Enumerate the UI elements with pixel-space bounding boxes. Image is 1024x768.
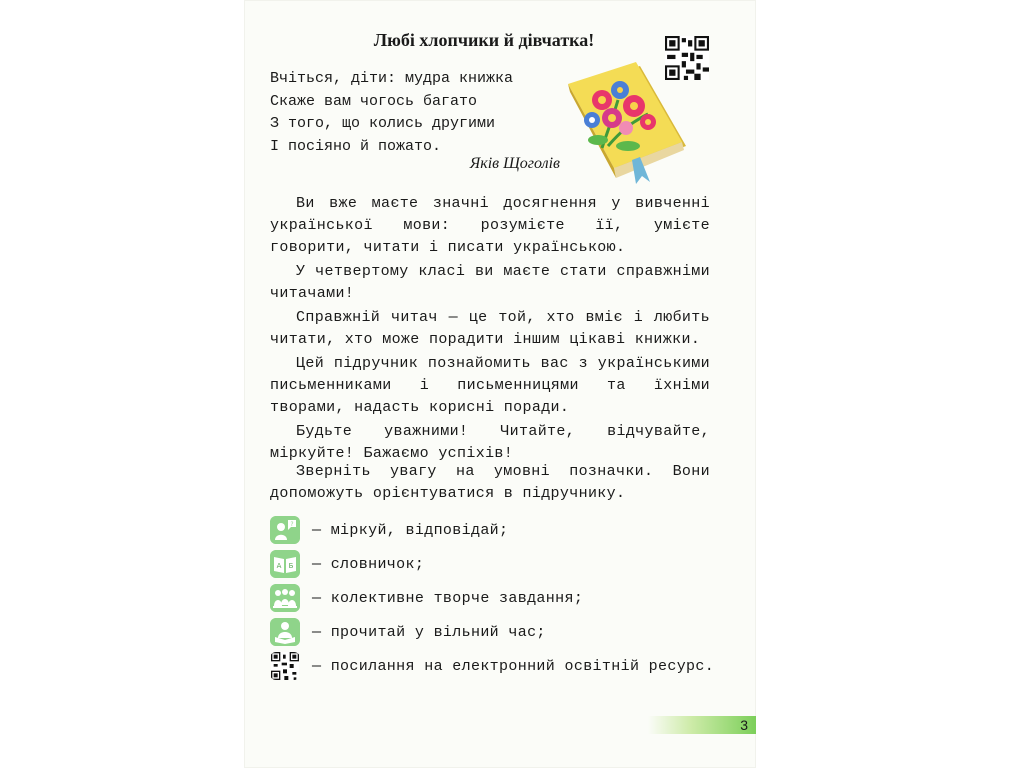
legend-text: — прочитай у вільний час; xyxy=(312,623,546,641)
paragraph: Будьте уважними! Читайте, відчувайте, міркуйте! Бажаємо успіхів! xyxy=(270,423,710,462)
legend-item-think xyxy=(270,514,730,546)
svg-text:А: А xyxy=(276,562,282,570)
legend-item-group xyxy=(270,582,730,614)
paragraph: У четвертому класі ви маєте стати справжніми читачами! xyxy=(270,263,710,302)
legend-text: — колективне творче завдання; xyxy=(312,589,584,607)
poem-author: Яків Щоголів xyxy=(469,155,560,172)
group-task-icon xyxy=(270,584,300,612)
poem-line: Вчіться, діти: мудра книжка xyxy=(270,70,514,87)
free-reading-icon xyxy=(270,618,300,646)
legend-text: — посилання на електронний освітній ресурс. xyxy=(312,657,715,675)
poem-line: З того, що колись другими xyxy=(270,115,496,132)
legend-item-qr xyxy=(270,650,730,682)
paragraph: Ви вже маєте значні досягнення у вивченні української мови: розумієте її, умієте говорити, читати і писати українською. xyxy=(270,195,710,256)
dictionary-icon xyxy=(270,550,300,578)
page-title: Любі хлопчики й дівчатка! xyxy=(373,30,595,50)
paragraph: Справжній читач — це той, хто вміє і любить читати, хто може порадити іншим цікаві книжки. xyxy=(270,309,710,348)
svg-text:?: ? xyxy=(290,521,294,528)
page-number: 3 xyxy=(740,717,748,733)
page-number-band xyxy=(648,716,756,734)
legend-text: — словничок; xyxy=(312,555,425,573)
intro-text xyxy=(270,193,710,465)
poem-line: І посіяно й пожато. xyxy=(270,137,442,155)
legend-item-dictionary xyxy=(270,548,730,580)
legend-intro: Зверніть увагу на умовні позначки. Вони допоможуть орієнтуватися в підручнику. xyxy=(270,463,710,502)
epigraph-poem xyxy=(270,68,570,158)
legend-item-reading xyxy=(270,616,730,648)
think-answer-icon xyxy=(270,516,300,544)
svg-text:Б: Б xyxy=(288,562,294,570)
paragraph: Цей підручник познайомить вас з українськими письменниками і письменницями та їхніми творами, надасть корисні поради. xyxy=(270,355,710,416)
poem-line: Скаже вам чогось багато xyxy=(270,92,478,110)
flower-book-illustration xyxy=(562,60,696,184)
legend-text: — міркуй, відповідай; xyxy=(312,521,509,539)
textbook-page xyxy=(244,0,756,768)
qr-code-icon xyxy=(270,652,300,680)
